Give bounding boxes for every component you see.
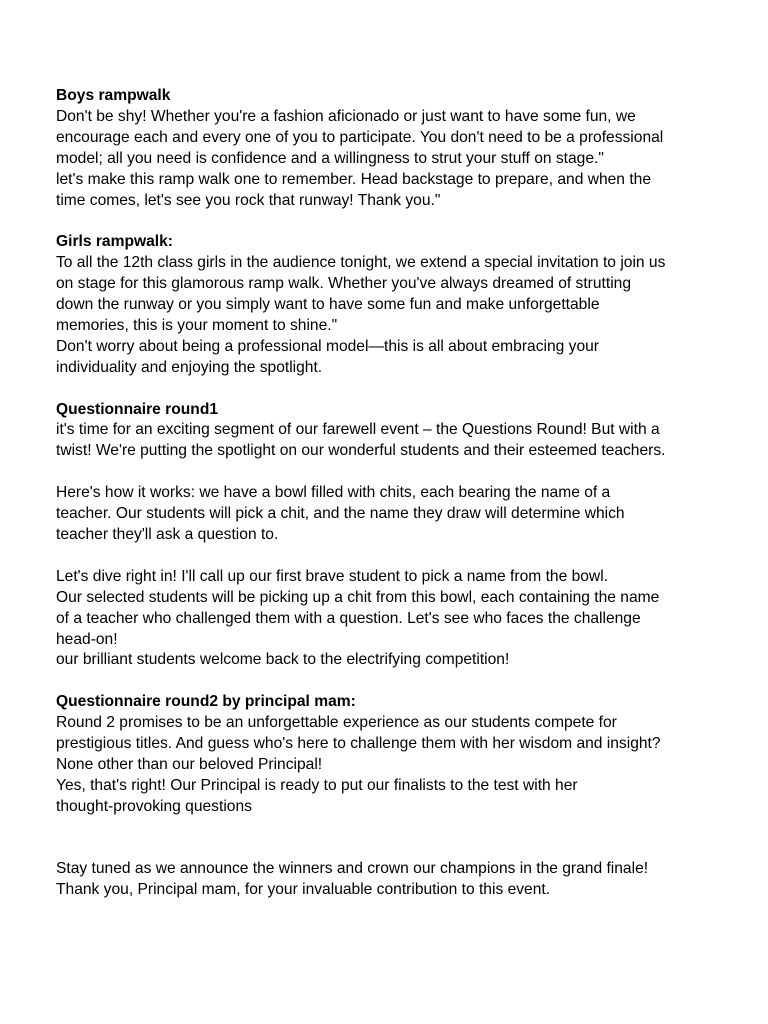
closing-line: Thank you, Principal mam, for your invaluable contribution to this event. <box>56 881 551 899</box>
section-heading-questionnaire-round2: Questionnaire round2 by principal mam: <box>56 693 356 711</box>
paragraph-line: Don't be shy! Whether you're a fashion aficionado or just want to have some fun, we <box>56 107 636 125</box>
closing-line: Stay tuned as we announce the winners and crown our champions in the grand finale! <box>56 860 649 878</box>
paragraph-line: let's make this ramp walk one to remember. Head backstage to prepare, and when the <box>56 170 651 188</box>
paragraph-line: head-on! <box>56 630 118 648</box>
paragraph-line: it's time for an exciting segment of our farewell event – the Questions Round! But with a <box>56 421 660 439</box>
paragraph-spacer <box>56 379 728 400</box>
paragraph-line: twist! We're putting the spotlight on our wonderful students and their esteemed teachers. <box>56 442 666 460</box>
section-heading-questionnaire-round1: Questionnaire round1 <box>56 400 219 418</box>
paragraph-spacer <box>56 462 728 483</box>
paragraph-line: Yes, that's right! Our Principal is ready to put our finalists to the test with her <box>56 776 578 794</box>
paragraph-line: on stage for this glamorous ramp walk. Whether you've always dreamed of strutting <box>56 275 632 293</box>
paragraph-line: thought-provoking questions <box>56 797 252 815</box>
paragraph-line: of a teacher who challenged them with a question. Let's see who faces the challenge <box>56 609 641 627</box>
paragraph-line: time comes, let's see you rock that runway! Thank you." <box>56 191 441 209</box>
paragraph-line: prestigious titles. And guess who's here to challenge them with her wisdom and insight? <box>56 735 661 753</box>
paragraph-spacer <box>56 671 728 692</box>
paragraph-line: Don't worry about being a professional model—this is all about embracing your <box>56 337 599 355</box>
paragraph-line: None other than our beloved Principal! <box>56 755 323 773</box>
paragraph-line: To all the 12th class girls in the audience tonight, we extend a special invitation to join us <box>56 254 666 272</box>
paragraph-line: teacher. Our students will pick a chit, and the name they draw will determine which <box>56 505 625 523</box>
paragraph-spacer <box>56 546 728 567</box>
paragraph-line: down the runway or you simply want to have some fun and make unforgettable <box>56 296 600 314</box>
paragraph-line: Our selected students will be picking up a chit from this bowl, each containing the name <box>56 588 660 606</box>
section-heading-girls-rampwalk: Girls rampwalk: <box>56 233 173 251</box>
paragraph-line: memories, this is your moment to shine." <box>56 316 338 334</box>
paragraph-line: model; all you need is confidence and a willingness to strut your stuff on stage." <box>56 149 604 167</box>
paragraph-line: teacher they'll ask a question to. <box>56 525 279 543</box>
section-heading-boys-rampwalk: Boys rampwalk <box>56 87 171 104</box>
paragraph-spacer <box>56 818 728 860</box>
paragraph-line: Round 2 promises to be an unforgettable experience as our students compete for <box>56 714 617 732</box>
paragraph-line: our brilliant students welcome back to the electrifying competition! <box>56 651 510 669</box>
paragraph-line: Here's how it works: we have a bowl filled with chits, each bearing the name of a <box>56 484 611 502</box>
paragraph-spacer <box>56 211 728 232</box>
paragraph-line: individuality and enjoying the spotlight. <box>56 358 323 376</box>
paragraph-line: encourage each and every one of you to participate. You don't need to be a professional <box>56 128 664 146</box>
paragraph-line: Let's dive right in! I'll call up our first brave student to pick a name from the bowl. <box>56 567 608 585</box>
